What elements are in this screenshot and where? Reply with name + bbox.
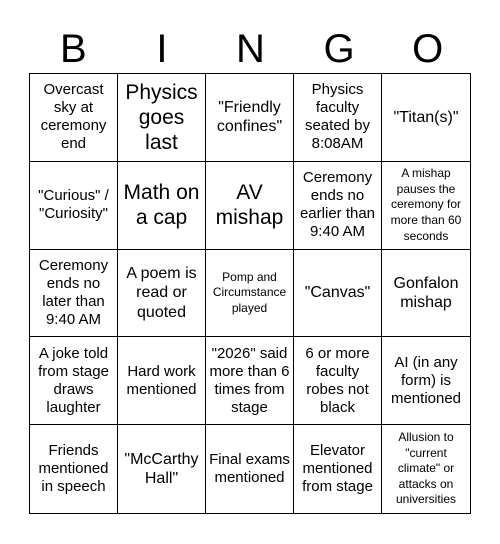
- bingo-cell[interactable]: A mishap pauses the ceremony for more than 60 seconds: [382, 162, 470, 250]
- header-letter-o: O: [412, 27, 444, 71]
- bingo-cell[interactable]: A joke told from stage draws laughter: [30, 337, 118, 425]
- bingo-cell[interactable]: Friends mentioned in speech: [30, 425, 118, 513]
- bingo-cell[interactable]: "Canvas": [294, 250, 382, 338]
- header-letter-i: I: [156, 27, 168, 71]
- bingo-cell[interactable]: "Titan(s)": [382, 74, 470, 162]
- bingo-cell[interactable]: Gonfalon mishap: [382, 250, 470, 338]
- bingo-cell[interactable]: Physics faculty seated by 8:08AM: [294, 74, 382, 162]
- header-letter-g: G: [323, 27, 355, 71]
- bingo-cell[interactable]: "Friendly confines": [206, 74, 294, 162]
- bingo-cell[interactable]: Hard work mentioned: [118, 337, 206, 425]
- bingo-cell[interactable]: AV mishap: [206, 162, 294, 250]
- bingo-cell[interactable]: "Curious" / "Curiosity": [30, 162, 118, 250]
- bingo-cell[interactable]: Final exams mentioned: [206, 425, 294, 513]
- bingo-board: [29, 73, 471, 514]
- bingo-cell[interactable]: Pomp and Circumstance played: [206, 250, 294, 338]
- bingo-cell[interactable]: Overcast sky at ceremony end: [30, 74, 118, 162]
- header-letter-b: B: [59, 27, 87, 71]
- bingo-cell[interactable]: Elevator mentioned from stage: [294, 425, 382, 513]
- bingo-cell[interactable]: A poem is read or quoted: [118, 250, 206, 338]
- header-letter-n: N: [236, 27, 265, 71]
- bingo-header: [29, 26, 472, 72]
- bingo-cell[interactable]: "2026" said more than 6 times from stage: [206, 337, 294, 425]
- bingo-cell[interactable]: Physics goes last: [118, 74, 206, 162]
- bingo-cell[interactable]: AI (in any form) is mentioned: [382, 337, 470, 425]
- bingo-cell[interactable]: 6 or more faculty robes not black: [294, 337, 382, 425]
- bingo-cell[interactable]: Ceremony ends no earlier than 9:40 AM: [294, 162, 382, 250]
- bingo-cell[interactable]: Ceremony ends no later than 9:40 AM: [30, 250, 118, 338]
- bingo-cell[interactable]: Allusion to "current climate" or attacks on universities: [395, 430, 457, 507]
- bingo-cell[interactable]: Math on a cap: [118, 162, 206, 250]
- bingo-cell[interactable]: "McCarthy Hall": [118, 425, 206, 513]
